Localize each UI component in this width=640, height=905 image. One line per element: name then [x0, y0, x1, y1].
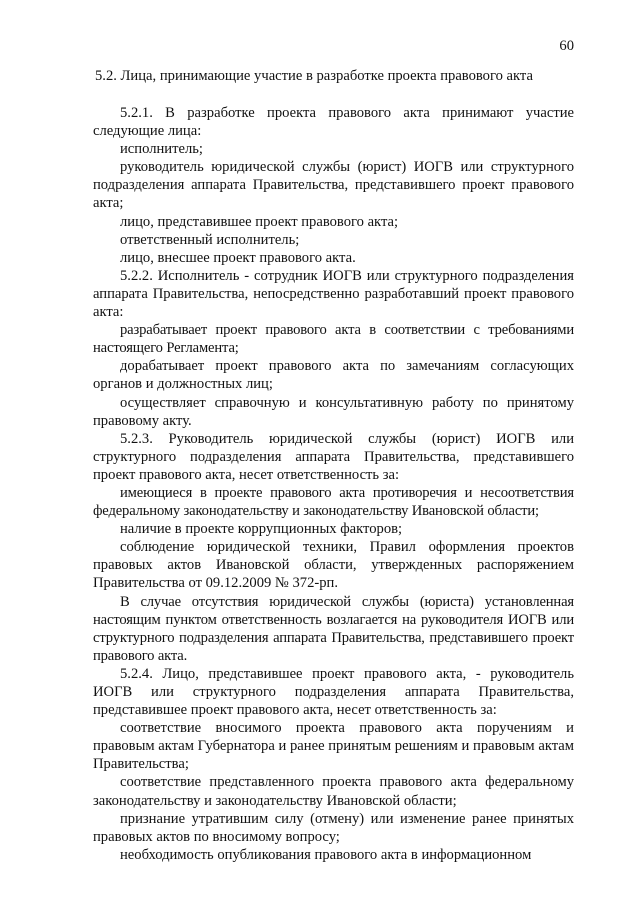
- paragraph-5-2-2: 5.2.2. Исполнитель - сотрудник ИОГВ или структурного подразделения аппарата Правительства, непосредственно разработавший проект правового акта:: [93, 267, 574, 321]
- section-heading: 5.2. Лица, принимающие участие в разработке проекта правового акта: [95, 68, 533, 84]
- body-text: [93, 104, 574, 864]
- list-item: лицо, представившее проект правового акта;: [120, 213, 399, 230]
- list-item: осуществляет справочную и консультативную работу по принятому правовому акту.: [93, 394, 574, 429]
- list-item: соответствие вносимого проекта правового акта поручениям и правовым актам Губернатора и ранее принятым решениям и правовым актам Правительства;: [93, 720, 574, 773]
- list-item: лицо, внесшее проект правового акта.: [120, 249, 356, 266]
- page-number: 60: [559, 38, 574, 54]
- paragraph-5-2-3: 5.2.3. Руководитель юридической службы (юрист) ИОГВ или структурного подразделения аппарата Правительства, представившего проект правового акта, несет ответственность за:: [93, 430, 574, 483]
- list-item: дорабатывает проект правового акта по замечаниям согласующих органов и должностных лиц;: [93, 358, 574, 393]
- list-item: ответственный исполнитель;: [120, 231, 300, 248]
- paragraph-absence-of-legal-service: В случае отсутствия юридической службы (юриста) установленная настоящим пунктом ответственность возлагается на руководителя ИОГВ или структурного подразделения аппарата Правительства, представившего проект правового акта.: [93, 593, 574, 664]
- list-item: имеющиеся в проекте правового акта противоречия и несоответствия федеральному законодательству и законодательству Ивановской области;: [93, 484, 574, 520]
- list-item: соблюдение юридической техники, Правил оформления проектов правовых актов Ивановской области, утвержденных распоряжением Правительства от 09.12.2009 № 372-рп.: [93, 539, 574, 592]
- list-item: признание утратившим силу (отмену) или изменение ранее принятых правовых актов по вносимому вопросу;: [93, 810, 574, 845]
- list-item: необходимость опубликования правового акта в информационном: [120, 846, 532, 863]
- list-item: разрабатывает проект правового акта в соответствии с требованиями настоящего Регламента;: [93, 322, 574, 357]
- paragraph-5-2-1: 5.2.1. В разработке проекта правового акта принимают участие следующие лица:: [93, 105, 574, 140]
- list-item: наличие в проекте коррупционных факторов;: [120, 521, 403, 538]
- list-item: исполнитель;: [120, 141, 203, 158]
- list-item: руководитель юридической службы (юрист) ИОГВ или структурного подразделения аппарата Правительства, представившего проект правового акта;: [93, 159, 574, 212]
- paragraph-5-2-4: 5.2.4. Лицо, представившее проект правового акта, - руководитель ИОГВ или структурного подразделения аппарата Правительства, представившее проект правового акта, несет ответственность за:: [93, 665, 574, 719]
- list-item: соответствие представленного проекта правового акта федеральному законодательству и законодательству Ивановской области;: [93, 774, 574, 809]
